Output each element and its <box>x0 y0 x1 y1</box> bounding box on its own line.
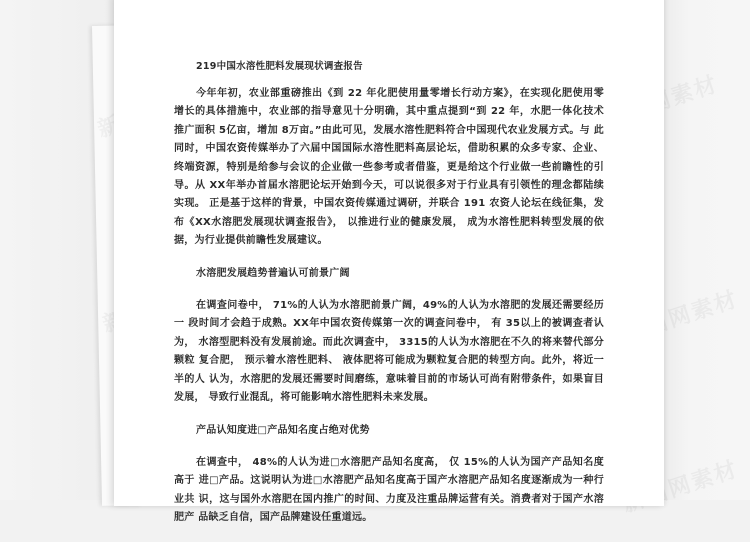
document-body <box>174 58 604 542</box>
section-heading-awareness: 产品认知度进□产品知名度占绝对优势 <box>196 424 370 436</box>
document-page <box>114 0 664 524</box>
background-right <box>663 0 750 500</box>
paragraph-trend: 在调查问卷中， 71%的人认为水溶肥前景广阔，49%的人认为水溶肥的发展还需要经历一 段时间才会趋于成熟。XX年中国农资传媒第一次的调查问卷中， 有 35以上的被调查者认为， 水溶型肥料没有发展前途。而此次调查中， 3315的人认为水溶肥在不久的将来替代部分颗粒 复合肥， 预示着水溶性肥料、 液体肥将可能成为颗粒复合肥的转型方向。此外，将近一半的人 认为，水溶肥的发展还需要时间磨练，意味着目前的市场认可尚有附带条件，如果盲目发展， 导致行业混乱，将可能影响水溶性肥料未来发展。 <box>174 300 604 404</box>
section-heading-trend: 水溶肥发展趋势普遍认可前景广阔 <box>196 267 350 279</box>
paragraph-intro: 今年年初，农业部重磅推出《到 22 年化肥使用量零增长行动方案》，在实现化肥使用零 增长的具体措施中，农业部的指导意见十分明确，其中重点提到“到 22 年，水肥一体化技术 推广面积 5亿亩，增加 8万亩。”由此可见，发展水溶性肥料符合中国现代农业发展方式。与 此同时，中国农资传媒举办了六届中国国际水溶性肥料高层论坛，借助积累的众多专家、企业、 终端资源，特别是给参与会议的企业做一些参考或者借鉴，更是给这个行业做一些前瞻性的引 导。从 XX年举办首届水溶肥论坛开始到今天，可以说很多对于行业具有引领性的理念都陆续 实现。 正是基于这样的背景，中国农资传媒通过调研，并联合 191 农资人论坛在线征集，发 布《XX水溶肥发展现状调查报告》， 以推进行业的健康发展， 成为水溶性肥料转型发展的依 据，为行业提供前瞻性发展建议。 <box>174 88 604 247</box>
paragraph-awareness: 在调查中， 48%的人认为进□水溶肥产品知名度高， 仅 15%的人认为国产产品知名度高于 进□产品。这说明认为进□水溶肥产品知名度高于国产水溶肥产品知名度逐渐成为一种行业共 识，这与国外水溶肥在国内推广的时间、力度及注重品牌运营有关。消费者对于国产水溶肥产 品缺乏自信，国产品牌建设任重道远。 <box>174 456 604 524</box>
document-title: 219中国水溶性肥料发展现状调查报告 <box>196 61 363 72</box>
